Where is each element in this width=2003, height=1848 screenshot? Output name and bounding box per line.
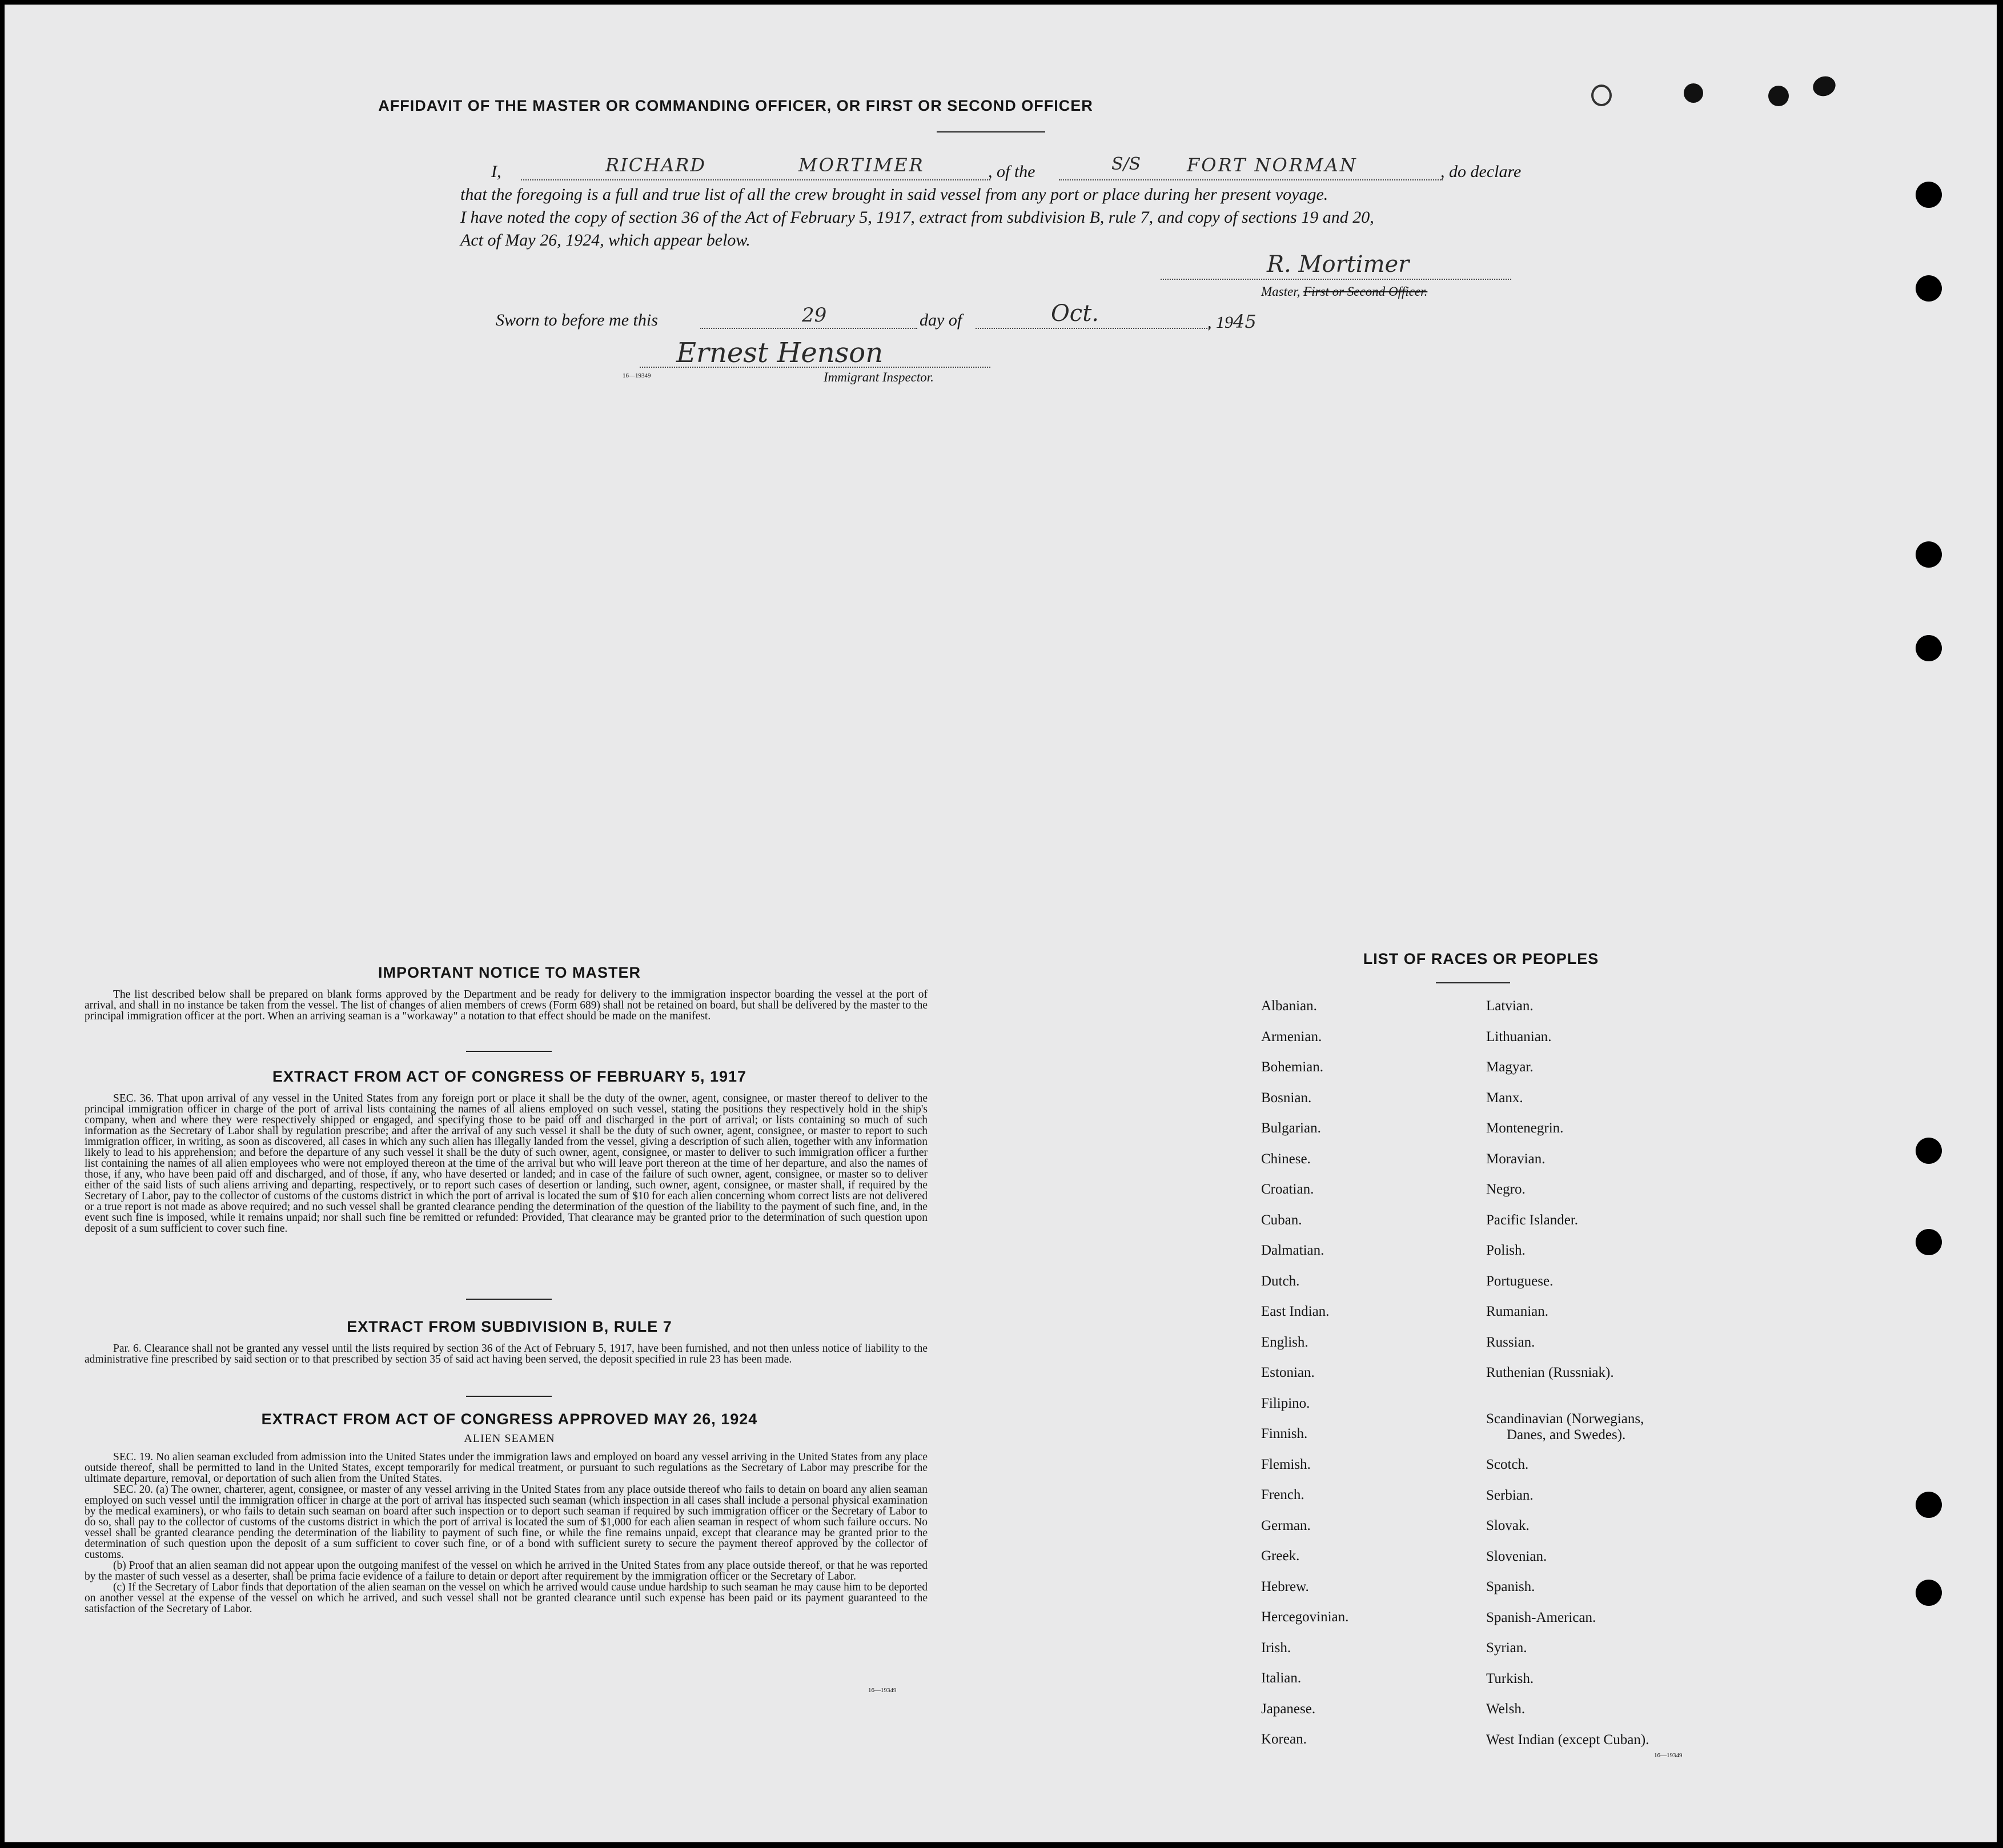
master-name-last: MORTIMER: [798, 154, 925, 176]
race-item: Moravian.: [1486, 1151, 1546, 1167]
binder-hole: [1916, 541, 1942, 568]
race-item: Montenegrin.: [1486, 1120, 1564, 1136]
binder-hole: [1916, 275, 1942, 302]
binder-hole: [1916, 1580, 1942, 1606]
divider: [466, 1051, 552, 1052]
race-item: Scotch.: [1486, 1457, 1529, 1472]
divider: [937, 131, 1045, 132]
section-20a: SEC. 20. (a) The owner, charterer, agent, consignee, or master of any vessel arriving in the United States from any place outside thereof who fails to detain on board any alien seaman employed on such vessel until the immigration officer in charge at the port of arrival has inspected such seaman (which inspection in all cases shall include a personal physical examination by the medical examiners), or who fails to detain such seaman on board after such inspection or to deport such seaman if required by such immigration officer or the Secretary of Labor to do so, shall pay to the collector of customs of the customs district in which the port of arrival is located the sum of $1,000 for each alien seaman in respect of whom such failure occurs. No vessel shall be granted clearance pending the determination of the liability to payment of such fine, or while the fine remains unpaid, except that clearance may be granted prior to the determination of such question upon the deposit of a sum sufficient to cover such fine, or of a bond with sufficient surety to secure the payment thereof approved by the collector of customs.: [85, 1484, 928, 1561]
race-item: Filipino.: [1261, 1395, 1310, 1411]
vessel-name: FORT NORMAN: [1187, 154, 1358, 176]
race-item: English.: [1261, 1334, 1308, 1350]
race-item: Korean.: [1261, 1732, 1307, 1747]
race-item: Scandinavian (Norwegians,: [1486, 1411, 1644, 1427]
race-item: Welsh.: [1486, 1701, 1526, 1717]
binder-hole: [1916, 635, 1942, 661]
race-item: Bulgarian.: [1261, 1120, 1321, 1136]
race-item: Albanian.: [1261, 998, 1317, 1014]
race-item: Latvian.: [1486, 998, 1534, 1014]
race-item: Danes, and Swedes).: [1507, 1427, 1626, 1443]
extract-1917-title: EXTRACT FROM ACT OF CONGRESS OF FEBRUARY 5, 1917: [272, 1068, 747, 1085]
race-item: Chinese.: [1261, 1151, 1311, 1167]
races-form-number: 16—19349: [1654, 1752, 1683, 1759]
struck-officer-label: First or Second Officer.: [1303, 284, 1428, 299]
race-item: Hebrew.: [1261, 1578, 1309, 1594]
race-item: Turkish.: [1486, 1670, 1534, 1686]
punch-mark: [1768, 86, 1789, 106]
race-item: Croatian.: [1261, 1182, 1314, 1197]
section-20c: (c) If the Secretary of Labor finds that deportation of the alien seaman on the vessel on which he arrived would cause undue hardship to such seaman he may cause him to be deported on another vessel at the expense of the vessel on which he arrived, and such vessel shall not be granted clearance until such expense has been paid or its payment guaranteed to the satisfaction of the Secretary of Labor.: [85, 1581, 928, 1615]
race-item: East Indian.: [1261, 1304, 1330, 1319]
section-20b: (b) Proof that an alien seaman did not appear upon the outgoing manifest of the vessel on which he arrived in the United States from any place outside thereof, or that he was reported by the master of such vessel as a deserter, shall be prima facie evidence of a failure to detain or deport after requirement by the immigration officer or the Secretary of Labor.: [85, 1560, 928, 1582]
race-item: German.: [1261, 1517, 1311, 1533]
notice-text: The list described below shall be prepared on blank forms approved by the Department and be ready for delivery to the immigration inspector boarding the vessel at the port of arrival, and shall in no instance be taken from the vessel. The list of changes of alien members of crews (Form 689) shall not be retained on board, but shall be delivered by the master to the principal immigration officer at the port. When an arriving seaman is a "workaway" a notation to that effect should be made on the manifest.: [85, 989, 928, 1022]
race-item: Finnish.: [1261, 1426, 1308, 1441]
inspector-caption: Immigrant Inspector.: [824, 370, 934, 384]
race-item: Negro.: [1486, 1182, 1526, 1197]
pronoun-label: I,: [491, 162, 501, 181]
year-prefix: , 19: [1207, 313, 1233, 332]
master-caption: [1261, 284, 1427, 299]
race-item: Ruthenian (Russniak).: [1486, 1365, 1614, 1380]
form-number: 16—19349: [623, 372, 651, 379]
name-field-line: [521, 179, 990, 180]
race-item: Armenian.: [1261, 1029, 1322, 1044]
affidavit-line-4: Act of May 26, 1924, which appear below.: [460, 231, 750, 250]
notice-form-number: 16—19349: [868, 1687, 897, 1694]
form-page: [5, 5, 1997, 1842]
vessel-field-line: [1059, 179, 1443, 180]
race-item: Bosnian.: [1261, 1090, 1312, 1106]
race-item: Polish.: [1486, 1243, 1526, 1258]
master-label: Master,: [1261, 284, 1300, 299]
binder-hole: [1916, 1138, 1942, 1164]
race-item: Japanese.: [1261, 1701, 1316, 1717]
race-item: Bohemian.: [1261, 1059, 1324, 1075]
signature-line: [1161, 279, 1511, 280]
rule7-title: EXTRACT FROM SUBDIVISION B, RULE 7: [347, 1318, 672, 1335]
inspector-line: [640, 367, 990, 368]
races-title: LIST OF RACES OR PEOPLES: [1363, 950, 1599, 967]
race-item: Serbian.: [1486, 1487, 1534, 1503]
affidavit-title: AFFIDAVIT OF THE MASTER OR COMMANDING OFFICER, OR FIRST OR SECOND OFFICER: [378, 97, 1093, 114]
race-item: Greek.: [1261, 1548, 1300, 1564]
race-item: Dalmatian.: [1261, 1243, 1324, 1258]
affidavit-line-3: I have noted the copy of section 36 of the Act of February 5, 1917, extract from subdivision B, rule 7, and copy of sections 19 and 20,: [460, 208, 1374, 227]
race-item: Syrian.: [1486, 1640, 1527, 1656]
race-item: French.: [1261, 1487, 1304, 1502]
extract-1917-text: SEC. 36. That upon arrival of any vessel in the United States from any foreign port or place it shall be the duty of the owner, agent, consignee, or master thereof to deliver to the principal immigration officer in charge of the port of arrival lists containing the names of all aliens employed on such vessel, stating the positions they respectively hold in the ship's company, when and where they were respectively shipped or engaged, and specifying those to be paid off and discharged in the port of arrival; or lists containing so much of such information as the Secretary of Labor shall by regulation prescribe; and after the arrival of any such vessel it shall be the duty of such owner, agent, consignee, or master to report to such immigration officer, in writing, as soon as discovered, all cases in which any such alien has illegally landed from the vessel, giving a description of such alien, together with any information likely to lead to his apprehension; and before the departure of any such vessel it shall be the duty of such owner, agent, consignee, or master to deliver to such immigration officer a further list containing the names of all alien employees who were not employed thereon at the time of the arrival but who will leave port thereon at the time of her departure, and also the names of those, if any, who have been paid off and discharged, and of those, if any, who have deserted or landed; and in case of the failure of such owner, agent, consignee, or master so to deliver either of the said lists of such aliens arriving and departing, respectively, or to report such cases of desertion or landing, such owner, agent, consignee, or master shall, if required by the Secretary of Labor, pay to the collector of customs of the customs district in which the port of arrival is located the sum of $10 for each alien concerning whom correct lists are not delivered or a true report is not made as above required; and no such vessel shall be granted clearance pending the determination of the question of the liability to the payment of such fine, and, in the event such fine is imposed, while it remains unpaid; nor shall such fine be remitted or refunded: Provided, That clearance may be granted prior to the determination of such question upon deposit of a sum sufficient to cover such fine.: [85, 1092, 928, 1235]
affidavit-line-2: that the foregoing is a full and true list of all the crew brought in said vessel from any port or place during her present voyage.: [460, 185, 1328, 204]
inspector-signature: Ernest Henson: [676, 337, 884, 369]
race-item: Manx.: [1486, 1090, 1523, 1106]
race-item: Rumanian.: [1486, 1304, 1549, 1319]
master-signature: R. Mortimer: [1267, 251, 1410, 278]
race-item: Estonian.: [1261, 1365, 1315, 1380]
binder-hole: [1916, 1229, 1942, 1255]
race-item: Slovenian.: [1486, 1548, 1547, 1564]
race-item: Hercegovinian.: [1261, 1609, 1349, 1625]
race-item: Spanish-American.: [1486, 1609, 1596, 1625]
divider: [466, 1396, 552, 1397]
binder-hole: [1916, 1492, 1942, 1518]
section-19: SEC. 19. No alien seaman excluded from admission into the United States under the immigration laws and employed on board any vessel arriving in the United States from any place outside thereof, shall be permitted to land in the United States, except temporarily for medical treatment, or pursuant to such regulations as the Secretary of Labor may prescribe for the ultimate departure, removal, or deportation of such alien from the United States.: [85, 1451, 928, 1485]
day-field-line: [700, 328, 917, 329]
notice-title: IMPORTANT NOTICE TO MASTER: [378, 964, 641, 981]
vessel-prefix: S/S: [1111, 154, 1141, 174]
master-name-first: RICHARD: [605, 154, 706, 176]
extract-1924-body: [85, 1452, 928, 1614]
race-item: Slovak.: [1486, 1518, 1530, 1533]
of-the-label: , of the: [988, 162, 1035, 181]
month-field-line: [976, 328, 1210, 329]
sworn-label: Sworn to before me this: [496, 311, 658, 330]
binder-hole: [1916, 182, 1942, 208]
race-item: Portuguese.: [1486, 1273, 1554, 1289]
do-declare-label: , do declare: [1440, 162, 1522, 181]
race-item: Cuban.: [1261, 1212, 1302, 1228]
race-item: West Indian (except Cuban).: [1486, 1732, 1649, 1747]
race-item: Russian.: [1486, 1334, 1535, 1350]
divider: [466, 1299, 552, 1300]
alien-seamen-subtitle: ALIEN SEAMEN: [464, 1432, 555, 1445]
race-item: Italian.: [1261, 1670, 1302, 1686]
sworn-day: 29: [802, 304, 827, 327]
race-item: Lithuanian.: [1486, 1029, 1552, 1044]
year-label: [1207, 311, 1257, 332]
extract-1924-title: EXTRACT FROM ACT OF CONGRESS APPROVED MAY 26, 1924: [261, 1411, 758, 1428]
divider: [1436, 982, 1510, 983]
punch-mark: [1591, 85, 1612, 106]
rule7-text: Par. 6. Clearance shall not be granted any vessel until the lists required by section 36 of the Act of February 5, 1917, have been furnished, and not then unless notice of liability to the administrative fine prescribed by said section or to that prescribed by section 35 of said act having been served, the deposit specified in rule 23 has been made.: [85, 1343, 928, 1365]
year-suffix: 45: [1233, 311, 1257, 332]
race-item: Dutch.: [1261, 1273, 1300, 1289]
race-item: Spanish.: [1486, 1579, 1535, 1594]
race-item: Irish.: [1261, 1640, 1291, 1656]
punch-mark: [1810, 73, 1838, 99]
race-item: Magyar.: [1486, 1059, 1534, 1075]
punch-mark: [1684, 83, 1703, 103]
day-of-label: day of: [920, 311, 962, 330]
race-item: Flemish.: [1261, 1456, 1311, 1472]
race-item: Pacific Islander.: [1486, 1212, 1579, 1228]
sworn-month: Oct.: [1051, 300, 1099, 327]
